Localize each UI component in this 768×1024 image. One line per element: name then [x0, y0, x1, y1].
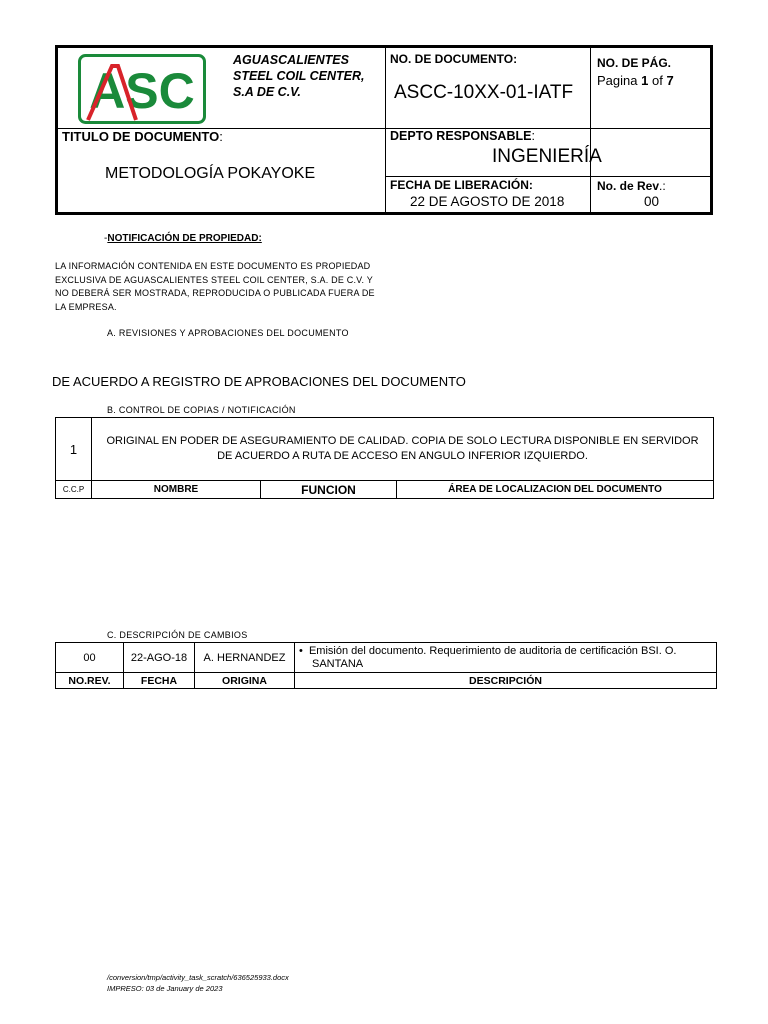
dept-value: INGENIERÍA [492, 146, 602, 167]
change-origin: A. HERNANDEZ [195, 643, 295, 673]
revision-value: 00 [644, 194, 660, 209]
footer-printed-date: IMPRESO: 03 de January de 2023 [107, 984, 223, 993]
company-name: AGUASCALIENTES STEEL COIL CENTER, S.A DE C.V. [233, 53, 365, 99]
section-b-heading: B. CONTROL DE COPIAS / NOTIFICACIÓN [107, 405, 296, 415]
change-date: 22-AGO-18 [124, 643, 195, 673]
table-row [56, 643, 717, 673]
bullet-icon: • [299, 644, 309, 657]
column-header-fecha: FECHA [124, 673, 195, 689]
section-a-heading: A. REVISIONES Y APROBACIONES DEL DOCUMENTO [107, 328, 349, 338]
column-header-ccp: C.C.P [56, 481, 92, 499]
copy-control-table [55, 417, 714, 499]
section-c-heading: C. DESCRIPCIÓN DE CAMBIOS [107, 630, 248, 640]
doc-number-label: NO. DE DOCUMENTO: [390, 52, 518, 66]
column-header-nombre: NOMBRE [92, 481, 261, 499]
title-label: TITULO DE DOCUMENTO: [62, 129, 223, 144]
table-row [56, 418, 714, 481]
revision-label: No. de Rev.: [597, 179, 666, 193]
change-rev: 00 [56, 643, 124, 673]
header-divider [385, 48, 386, 212]
notice-heading: -NOTIFICACIÓN DE PROPIEDAD: [104, 233, 262, 244]
page-label: NO. DE PÁG. [597, 56, 672, 70]
notice-body: LA INFORMACIÓN CONTENIDA EN ESTE DOCUMENTO ES PROPIEDAD EXCLUSIVA DE AGUASCALIENTES STEEL COIL CENTER, S.A. DE C.V. Y NO DEBERÁ SER MOSTRADA, REPRODUCIDA O PUBLICADA FUERA DE LA EMPRESA. [55, 261, 375, 312]
header-divider [385, 176, 710, 177]
dept-label: DEPTO RESPONSABLE: [390, 129, 535, 143]
document-header [55, 45, 713, 215]
doc-number-value: ASCC-10XX-01-IATF [394, 82, 574, 103]
column-header-descripcion: DESCRIPCIÓN [295, 673, 717, 689]
footer [107, 972, 289, 994]
changes-table [55, 642, 717, 689]
page-indicator: Pagina 1 of 7 [597, 73, 674, 88]
table-header-row [56, 673, 717, 689]
column-header-funcion: FUNCION [261, 481, 397, 499]
column-header-area: ÁREA DE LOCALIZACION DEL DOCUMENTO [397, 481, 714, 499]
copy-number: 1 [56, 418, 92, 481]
svg-text:ASC: ASC [89, 63, 195, 119]
asc-logo-icon [78, 54, 206, 124]
header-divider [590, 48, 591, 212]
document-title: METODOLOGÍA POKAYOKE [105, 165, 316, 182]
release-label: FECHA DE LIBERACIÓN: [390, 178, 533, 192]
change-description: • Emisión del documento. Requerimiento de auditoria de certificación BSI. O. SANTANA [295, 643, 717, 673]
footer-path: /conversion/tmp/activity_task_scratch/636525933.docx [107, 973, 289, 982]
company-logo [78, 54, 206, 124]
table-header-row [56, 481, 714, 499]
column-header-origina: ORIGINA [195, 673, 295, 689]
column-header-norev: NO.REV. [56, 673, 124, 689]
copy-description: ORIGINAL EN PODER DE ASEGURAMIENTO DE CALIDAD. COPIA DE SOLO LECTURA DISPONIBLE EN SERVIDOR DE ACUERDO A RUTA DE ACCESO EN ANGULO INFERIOR IZQUIERDO. [92, 418, 714, 481]
release-date: 22 DE AGOSTO DE 2018 [410, 194, 565, 209]
section-a-text: DE ACUERDO A REGISTRO DE APROBACIONES DEL DOCUMENTO [52, 374, 466, 389]
